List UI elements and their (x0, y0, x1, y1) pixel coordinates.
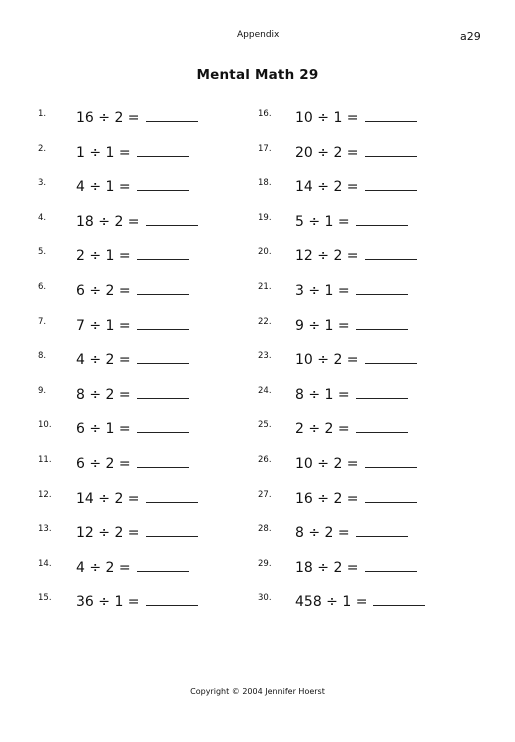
problem-number: 23. (258, 351, 272, 362)
problem-equation (295, 455, 417, 472)
problem-number: 29. (258, 558, 272, 569)
problem-item (38, 213, 258, 248)
problem-item (38, 455, 258, 490)
problem-item (258, 109, 478, 144)
problem-item (38, 559, 258, 594)
problem-equation (76, 351, 189, 368)
problem-number: 6. (38, 281, 47, 292)
answer-blank[interactable] (373, 593, 425, 606)
problem-number: 20. (258, 247, 272, 258)
answer-blank[interactable] (365, 455, 417, 468)
problem-number: 24. (258, 385, 272, 396)
problem-equation (295, 144, 417, 161)
problem-number: 9. (38, 385, 47, 396)
problem-item (38, 490, 258, 525)
problem-expression: 14 ÷ 2 = (295, 179, 359, 196)
problem-item (258, 282, 478, 317)
answer-blank[interactable] (137, 317, 189, 330)
answer-blank[interactable] (356, 524, 408, 537)
problem-item (38, 247, 258, 282)
problem-item (258, 144, 478, 179)
copyright-footer: Copyright © 2004 Jennifer Hoerst (190, 687, 325, 696)
answer-blank[interactable] (137, 559, 189, 572)
problem-item (38, 282, 258, 317)
answer-blank[interactable] (356, 386, 408, 399)
problem-item (258, 559, 478, 594)
problem-expression: 18 ÷ 2 = (295, 559, 359, 576)
problem-equation (295, 559, 417, 576)
problem-item (258, 455, 478, 490)
problem-number: 25. (258, 420, 272, 431)
page-number: a29 (460, 30, 481, 43)
problem-expression: 16 ÷ 2 = (295, 490, 359, 507)
answer-blank[interactable] (146, 109, 198, 122)
answer-blank[interactable] (356, 420, 408, 433)
problem-number: 4. (38, 212, 47, 223)
problem-expression: 8 ÷ 2 = (295, 525, 350, 542)
answer-blank[interactable] (146, 213, 198, 226)
problem-number: 5. (38, 247, 47, 258)
answer-blank[interactable] (365, 247, 417, 260)
problem-number: 1. (38, 109, 47, 119)
problem-expression: 458 ÷ 1 = (295, 594, 368, 611)
problem-item (38, 317, 258, 352)
problem-item (258, 386, 478, 421)
problem-expression: 18 ÷ 2 = (76, 213, 140, 230)
problem-number: 2. (38, 143, 47, 154)
answer-blank[interactable] (365, 144, 417, 157)
problem-item (38, 386, 258, 421)
problem-equation (295, 490, 417, 507)
problem-equation (295, 351, 417, 368)
problem-expression: 4 ÷ 1 = (76, 179, 131, 196)
answer-blank[interactable] (365, 351, 417, 364)
answer-blank[interactable] (365, 559, 417, 572)
problem-item (258, 524, 478, 559)
problem-item (258, 593, 478, 628)
problem-expression: 20 ÷ 2 = (295, 144, 359, 161)
problem-number: 16. (258, 109, 272, 119)
problem-equation (76, 317, 189, 334)
problem-equation (295, 109, 417, 126)
problem-equation (76, 178, 189, 195)
problem-number: 10. (38, 420, 52, 431)
problem-number: 26. (258, 454, 272, 465)
problem-expression: 6 ÷ 1 = (76, 421, 131, 438)
problem-number: 3. (38, 178, 47, 189)
answer-blank[interactable] (356, 282, 408, 295)
problem-expression: 14 ÷ 2 = (76, 490, 140, 507)
problem-column-left (38, 109, 258, 628)
problem-equation (295, 593, 425, 610)
answer-blank[interactable] (356, 213, 408, 226)
problem-number: 12. (38, 489, 52, 500)
problem-equation (76, 247, 189, 264)
problem-equation (295, 247, 417, 264)
problem-number: 7. (38, 316, 47, 327)
problem-item (38, 109, 258, 144)
answer-blank[interactable] (365, 490, 417, 503)
problem-expression: 16 ÷ 2 = (76, 110, 140, 126)
problem-item (38, 351, 258, 386)
problem-number: 13. (38, 524, 52, 535)
answer-blank[interactable] (356, 317, 408, 330)
problem-expression: 10 ÷ 1 = (295, 110, 359, 126)
problem-expression: 7 ÷ 1 = (76, 317, 131, 334)
answer-blank[interactable] (137, 351, 189, 364)
problem-expression: 2 ÷ 1 = (76, 248, 131, 265)
answer-blank[interactable] (146, 524, 198, 537)
problem-item (258, 178, 478, 213)
problem-item (258, 213, 478, 248)
answer-blank[interactable] (365, 109, 417, 122)
answer-blank[interactable] (137, 386, 189, 399)
problem-number: 19. (258, 212, 272, 223)
problem-item (38, 593, 258, 628)
problem-expression: 8 ÷ 1 = (295, 386, 350, 403)
problem-expression: 10 ÷ 2 = (295, 455, 359, 472)
problem-expression: 6 ÷ 2 = (76, 455, 131, 472)
problem-equation (76, 386, 189, 403)
problem-item (38, 420, 258, 455)
problem-expression: 4 ÷ 2 = (76, 559, 131, 576)
problem-equation (295, 282, 408, 299)
answer-blank[interactable] (137, 282, 189, 295)
answer-blank[interactable] (365, 178, 417, 191)
problem-expression: 8 ÷ 2 = (76, 386, 131, 403)
answer-blank[interactable] (137, 144, 189, 157)
problem-item (258, 247, 478, 282)
problem-number: 28. (258, 524, 272, 535)
page-title: Mental Math 29 (196, 67, 319, 83)
answer-blank[interactable] (137, 420, 189, 433)
answer-blank[interactable] (137, 178, 189, 191)
problem-number: 14. (38, 558, 52, 569)
problem-equation (76, 109, 198, 126)
problem-equation (76, 593, 198, 610)
problem-equation (295, 317, 408, 334)
problem-expression: 1 ÷ 1 = (76, 144, 131, 161)
problem-equation (295, 178, 417, 195)
problem-number: 17. (258, 143, 272, 154)
problem-equation (295, 386, 408, 403)
problem-expression: 4 ÷ 2 = (76, 352, 131, 369)
problem-column-right (258, 109, 478, 628)
problem-expression: 12 ÷ 2 = (76, 525, 140, 542)
problem-equation (76, 455, 189, 472)
problem-number: 30. (258, 593, 272, 604)
answer-blank[interactable] (137, 455, 189, 468)
problem-number: 8. (38, 351, 47, 362)
problem-equation (76, 559, 189, 576)
header-section-label: Appendix (237, 30, 280, 40)
problem-expression: 36 ÷ 1 = (76, 594, 140, 611)
problem-equation (76, 213, 198, 230)
problem-item (258, 317, 478, 352)
problem-item (258, 351, 478, 386)
problem-item (38, 524, 258, 559)
problem-item (38, 144, 258, 179)
answer-blank[interactable] (137, 247, 189, 260)
answer-blank[interactable] (146, 490, 198, 503)
problem-expression: 5 ÷ 1 = (295, 213, 350, 230)
problem-expression: 3 ÷ 1 = (295, 282, 350, 299)
problem-equation (76, 282, 189, 299)
problem-equation (295, 213, 408, 230)
problem-item (38, 178, 258, 213)
problem-equation (76, 490, 198, 507)
problem-number: 18. (258, 178, 272, 189)
problem-expression: 6 ÷ 2 = (76, 282, 131, 299)
problem-equation (76, 144, 189, 161)
problem-item (258, 490, 478, 525)
problem-expression: 12 ÷ 2 = (295, 248, 359, 265)
problem-number: 11. (38, 454, 52, 465)
problem-equation (295, 524, 408, 541)
answer-blank[interactable] (146, 593, 198, 606)
problem-number: 21. (258, 281, 272, 292)
problem-item (258, 420, 478, 455)
problem-expression: 10 ÷ 2 = (295, 352, 359, 369)
problem-number: 27. (258, 489, 272, 500)
problem-expression: 9 ÷ 1 = (295, 317, 350, 334)
problem-equation (76, 524, 198, 541)
problem-equation (295, 420, 408, 437)
problem-equation (76, 420, 189, 437)
problem-number: 15. (38, 593, 52, 604)
problem-expression: 2 ÷ 2 = (295, 421, 350, 438)
problem-number: 22. (258, 316, 272, 327)
